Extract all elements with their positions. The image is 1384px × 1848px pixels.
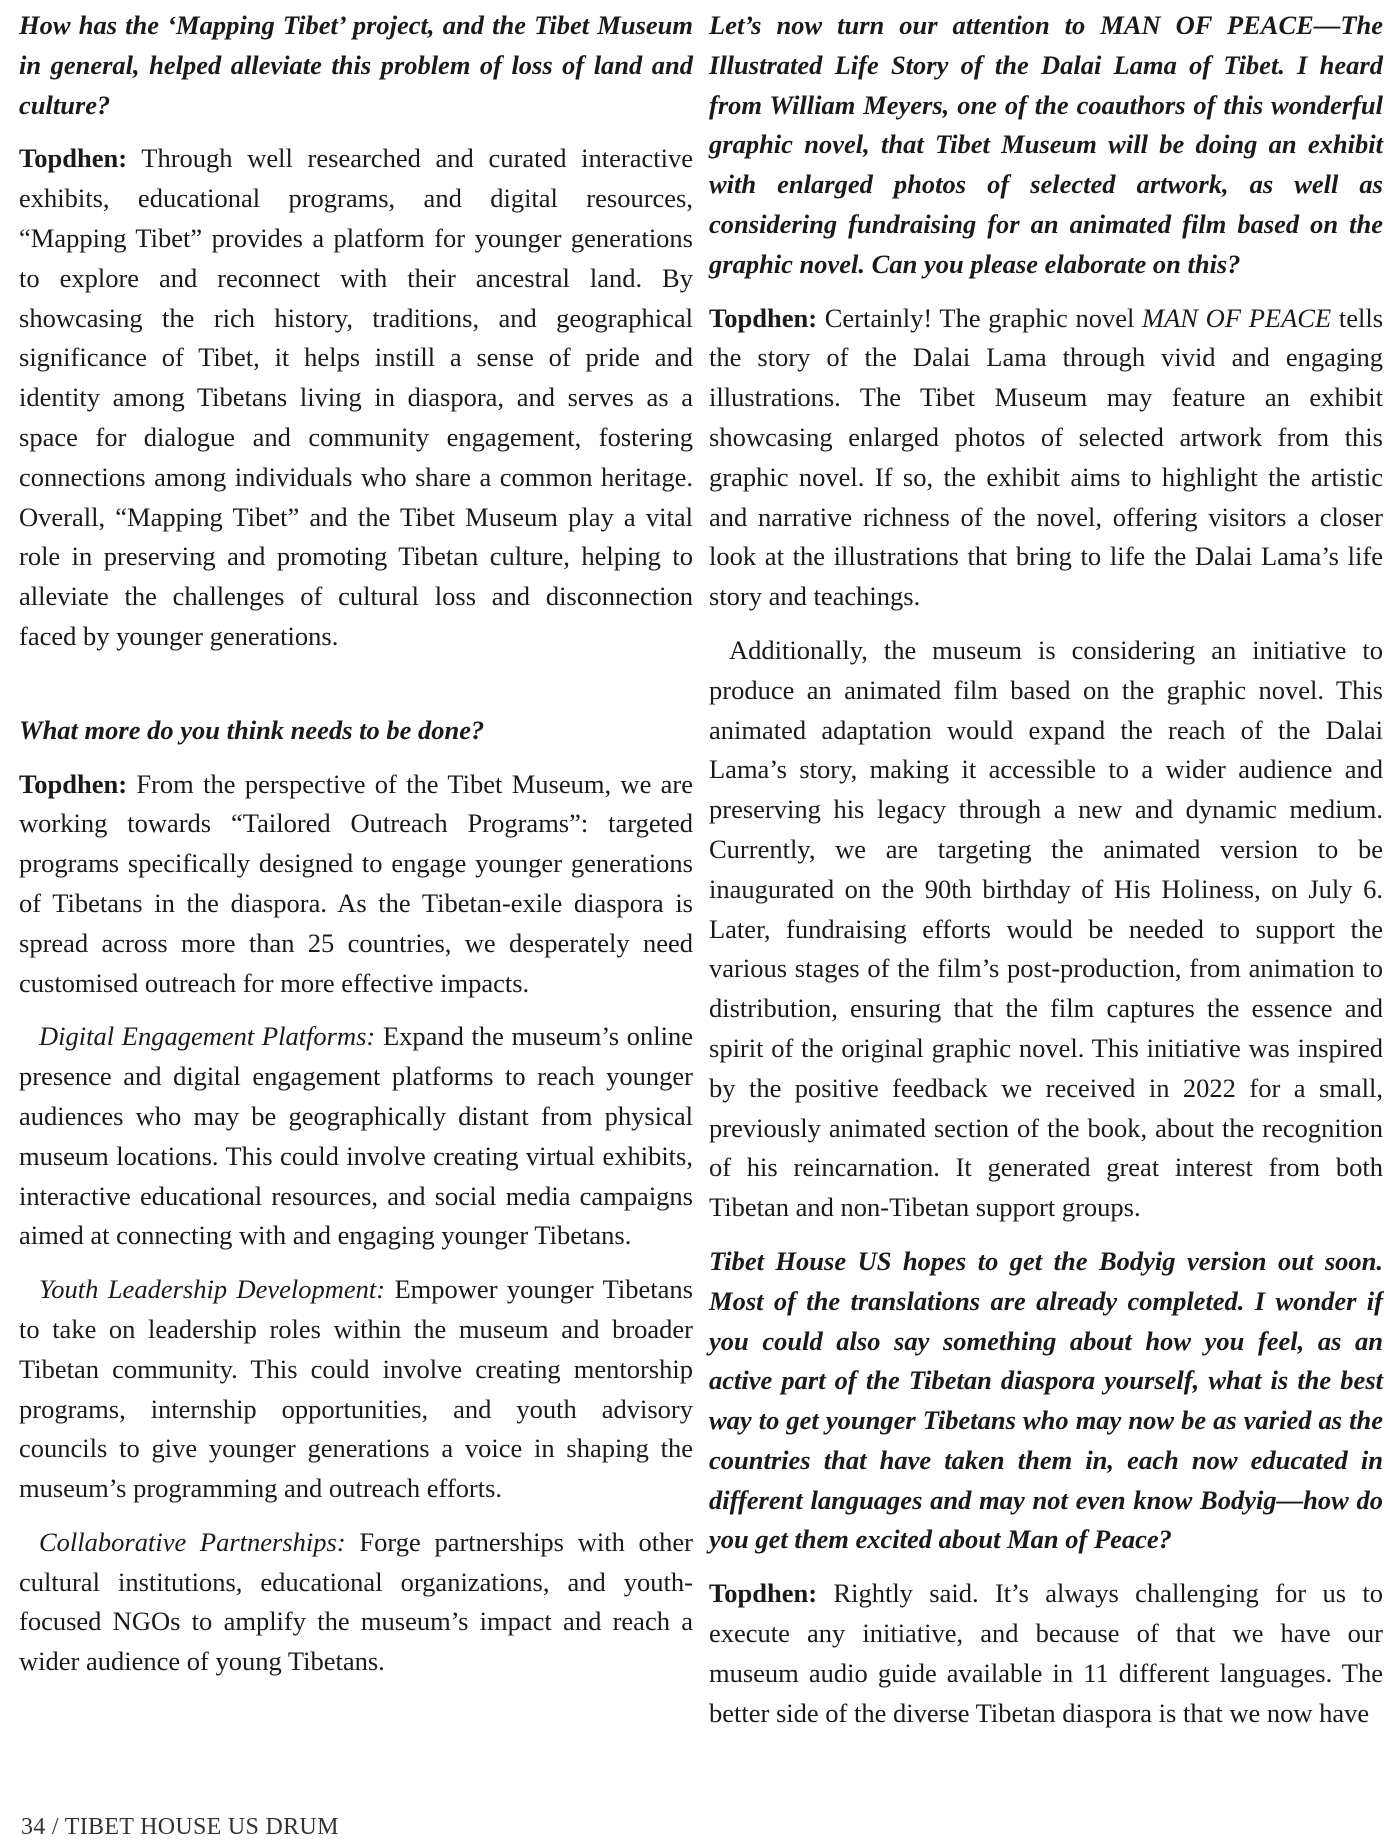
interview-answer bbox=[19, 765, 693, 1004]
interview-question: What more do you think needs to be done? bbox=[19, 714, 485, 745]
publication-name: TIBET HOUSE US DRUM bbox=[64, 1814, 339, 1840]
answer-text: From the perspective of the Tibet Museum, we are working towards “Tailored Outreach Programs”: targeted programs specifically designed to engage younger generations of Tibetans in the diaspora. As the Tibetan-exile diaspora is spread across more than 25 countries, we desperately need customised outreach for more effective impacts. bbox=[19, 768, 693, 998]
answer-text: Certainly! The graphic novel bbox=[817, 302, 1143, 333]
paragraph-lead: Digital Engagement Platforms: bbox=[39, 1021, 376, 1052]
paragraph-lead: Youth Leadership Development: bbox=[39, 1274, 386, 1305]
answer-text: Through well researched and curated interactive exhibits, educational programs, and digital resources, “Mapping Tibet” provides a platform for younger generations to explore and reconnect with their ancestral land. By showcasing the rich history, traditions, and geographical significance of Tibet, it helps instill a sense of pride and identity among Tibetans living in diaspora, and serves as a space for dialogue and community engagement, fostering connections among individuals who share a common heritage. Overall, “Mapping Tibet” and the Tibet Museum play a vital role in preserving and promoting Tibetan culture, helping to alleviate the challenges of cultural loss and disconnection faced by younger generations. bbox=[19, 143, 693, 651]
page-footer bbox=[21, 1813, 339, 1841]
paragraph-text: Forge partnerships with other cultural institutions, educational organizations, and youth-focused NGOs to amplify the museum’s impact and reach a wider audience of young Tibetans. bbox=[19, 1526, 693, 1677]
question-text: Let’s now turn our attention to bbox=[709, 10, 1101, 40]
book-title: MAN OF PEACE bbox=[1100, 10, 1314, 40]
speaker-label: Topdhen: bbox=[709, 302, 818, 333]
paragraph-digital-engagement bbox=[19, 1017, 693, 1256]
answer-text: tells the story of the Dalai Lama through vivid and engaging illustrations. The Tibet Museum may feature an exhibit showcasing enlarged photos of selected artwork from this graphic novel. If so, the exhibit aims to highlight the artistic and narrative richness of the novel, offering visitors a closer look at the illustrations that bring to life the Dalai Lama’s life story and teachings. bbox=[709, 302, 1384, 612]
interview-question: How has the ‘Mapping Tibet’ project, and the Tibet Museum in general, helped alleviate this problem of loss of land and culture? bbox=[19, 10, 693, 120]
question-text: —The Illustrated Life Story of the Dalai Lama of Tibet. I heard from William Meyers, one of the coauthors of this wonderful graphic novel, that Tibet Museum will be doing an exhibit with enlarged photos of selected artwork, as well as considering fundraising for an animated film based on the graphic novel. Can you please elaborate on this? bbox=[709, 10, 1383, 279]
interview-answer bbox=[709, 299, 1383, 617]
paragraph-text: Empower younger Tibetans to take on leadership roles within the museum and broader Tibetan community. This could involve creating mentorship programs, internship opportunities, and youth advisory councils to give younger generations a voice in shaping the museum’s programming and outreach efforts. bbox=[19, 1274, 693, 1504]
interview-question bbox=[709, 6, 1383, 285]
interview-question: Tibet House US hopes to get the Bodyig version out soon. Most of the translations are already completed. I wonder if you could also say something about how you feel, as an active part of the Tibetan diaspora yourself, what is the best way to get younger Tibetans who may now be as varied as the countries that have taken them in, each now educated in different languages and may not even know Bodyig—how do you get them excited about Man of Peace? bbox=[709, 1245, 1383, 1555]
left-column bbox=[19, 6, 693, 1696]
right-column bbox=[709, 6, 1383, 1747]
footer-separator: / bbox=[51, 1814, 59, 1840]
interview-answer bbox=[709, 1574, 1383, 1733]
paragraph-animated-film: Additionally, the museum is considering an initiative to produce an animated film based on the graphic novel. This animated adaptation would expand the reach of the Dalai Lama’s story, making it accessible to a wider audience and preserving his legacy through a new and dynamic medium. Currently, we are targeting the animated version to be inaugurated on the 90th birthday of His Holiness, on July 6. Later, fundraising efforts would be needed to support the various stages of the film’s post-production, from animation to distribution, ensuring that the film captures the essence and spirit of the original graphic novel. This initiative was inspired by the positive feedback we received in 2022 for a small, previously animated section of the book, about the recognition of his reincarnation. It generated great interest from both Tibetan and non-Tibetan support groups. bbox=[709, 634, 1383, 1223]
paragraph-youth-leadership bbox=[19, 1270, 693, 1509]
paragraph-collaborative-partnerships bbox=[19, 1523, 693, 1682]
speaker-label: Topdhen: bbox=[19, 143, 128, 174]
page-number: 34 bbox=[21, 1814, 46, 1840]
interview-answer bbox=[19, 139, 693, 656]
paragraph-text: Expand the museum’s online presence and digital engagement platforms to reach younger audiences who may be geographically distant from physical museum locations. This could involve creating virtual exhibits, interactive educational resources, and social media campaigns aimed at connecting with and engaging younger Tibetans. bbox=[19, 1021, 693, 1251]
book-title: MAN OF PEACE bbox=[1142, 302, 1332, 333]
section-spacer bbox=[19, 671, 693, 711]
answer-text: Rightly said. It’s always challenging for us to execute any initiative, and because of that we have our museum audio guide available in 11 different languages. The better side of the diverse Tibetan diaspora is that we now have bbox=[709, 1578, 1383, 1728]
speaker-label: Topdhen: bbox=[19, 768, 128, 799]
paragraph-lead: Collaborative Partnerships: bbox=[39, 1526, 346, 1557]
speaker-label: Topdhen: bbox=[709, 1578, 818, 1609]
